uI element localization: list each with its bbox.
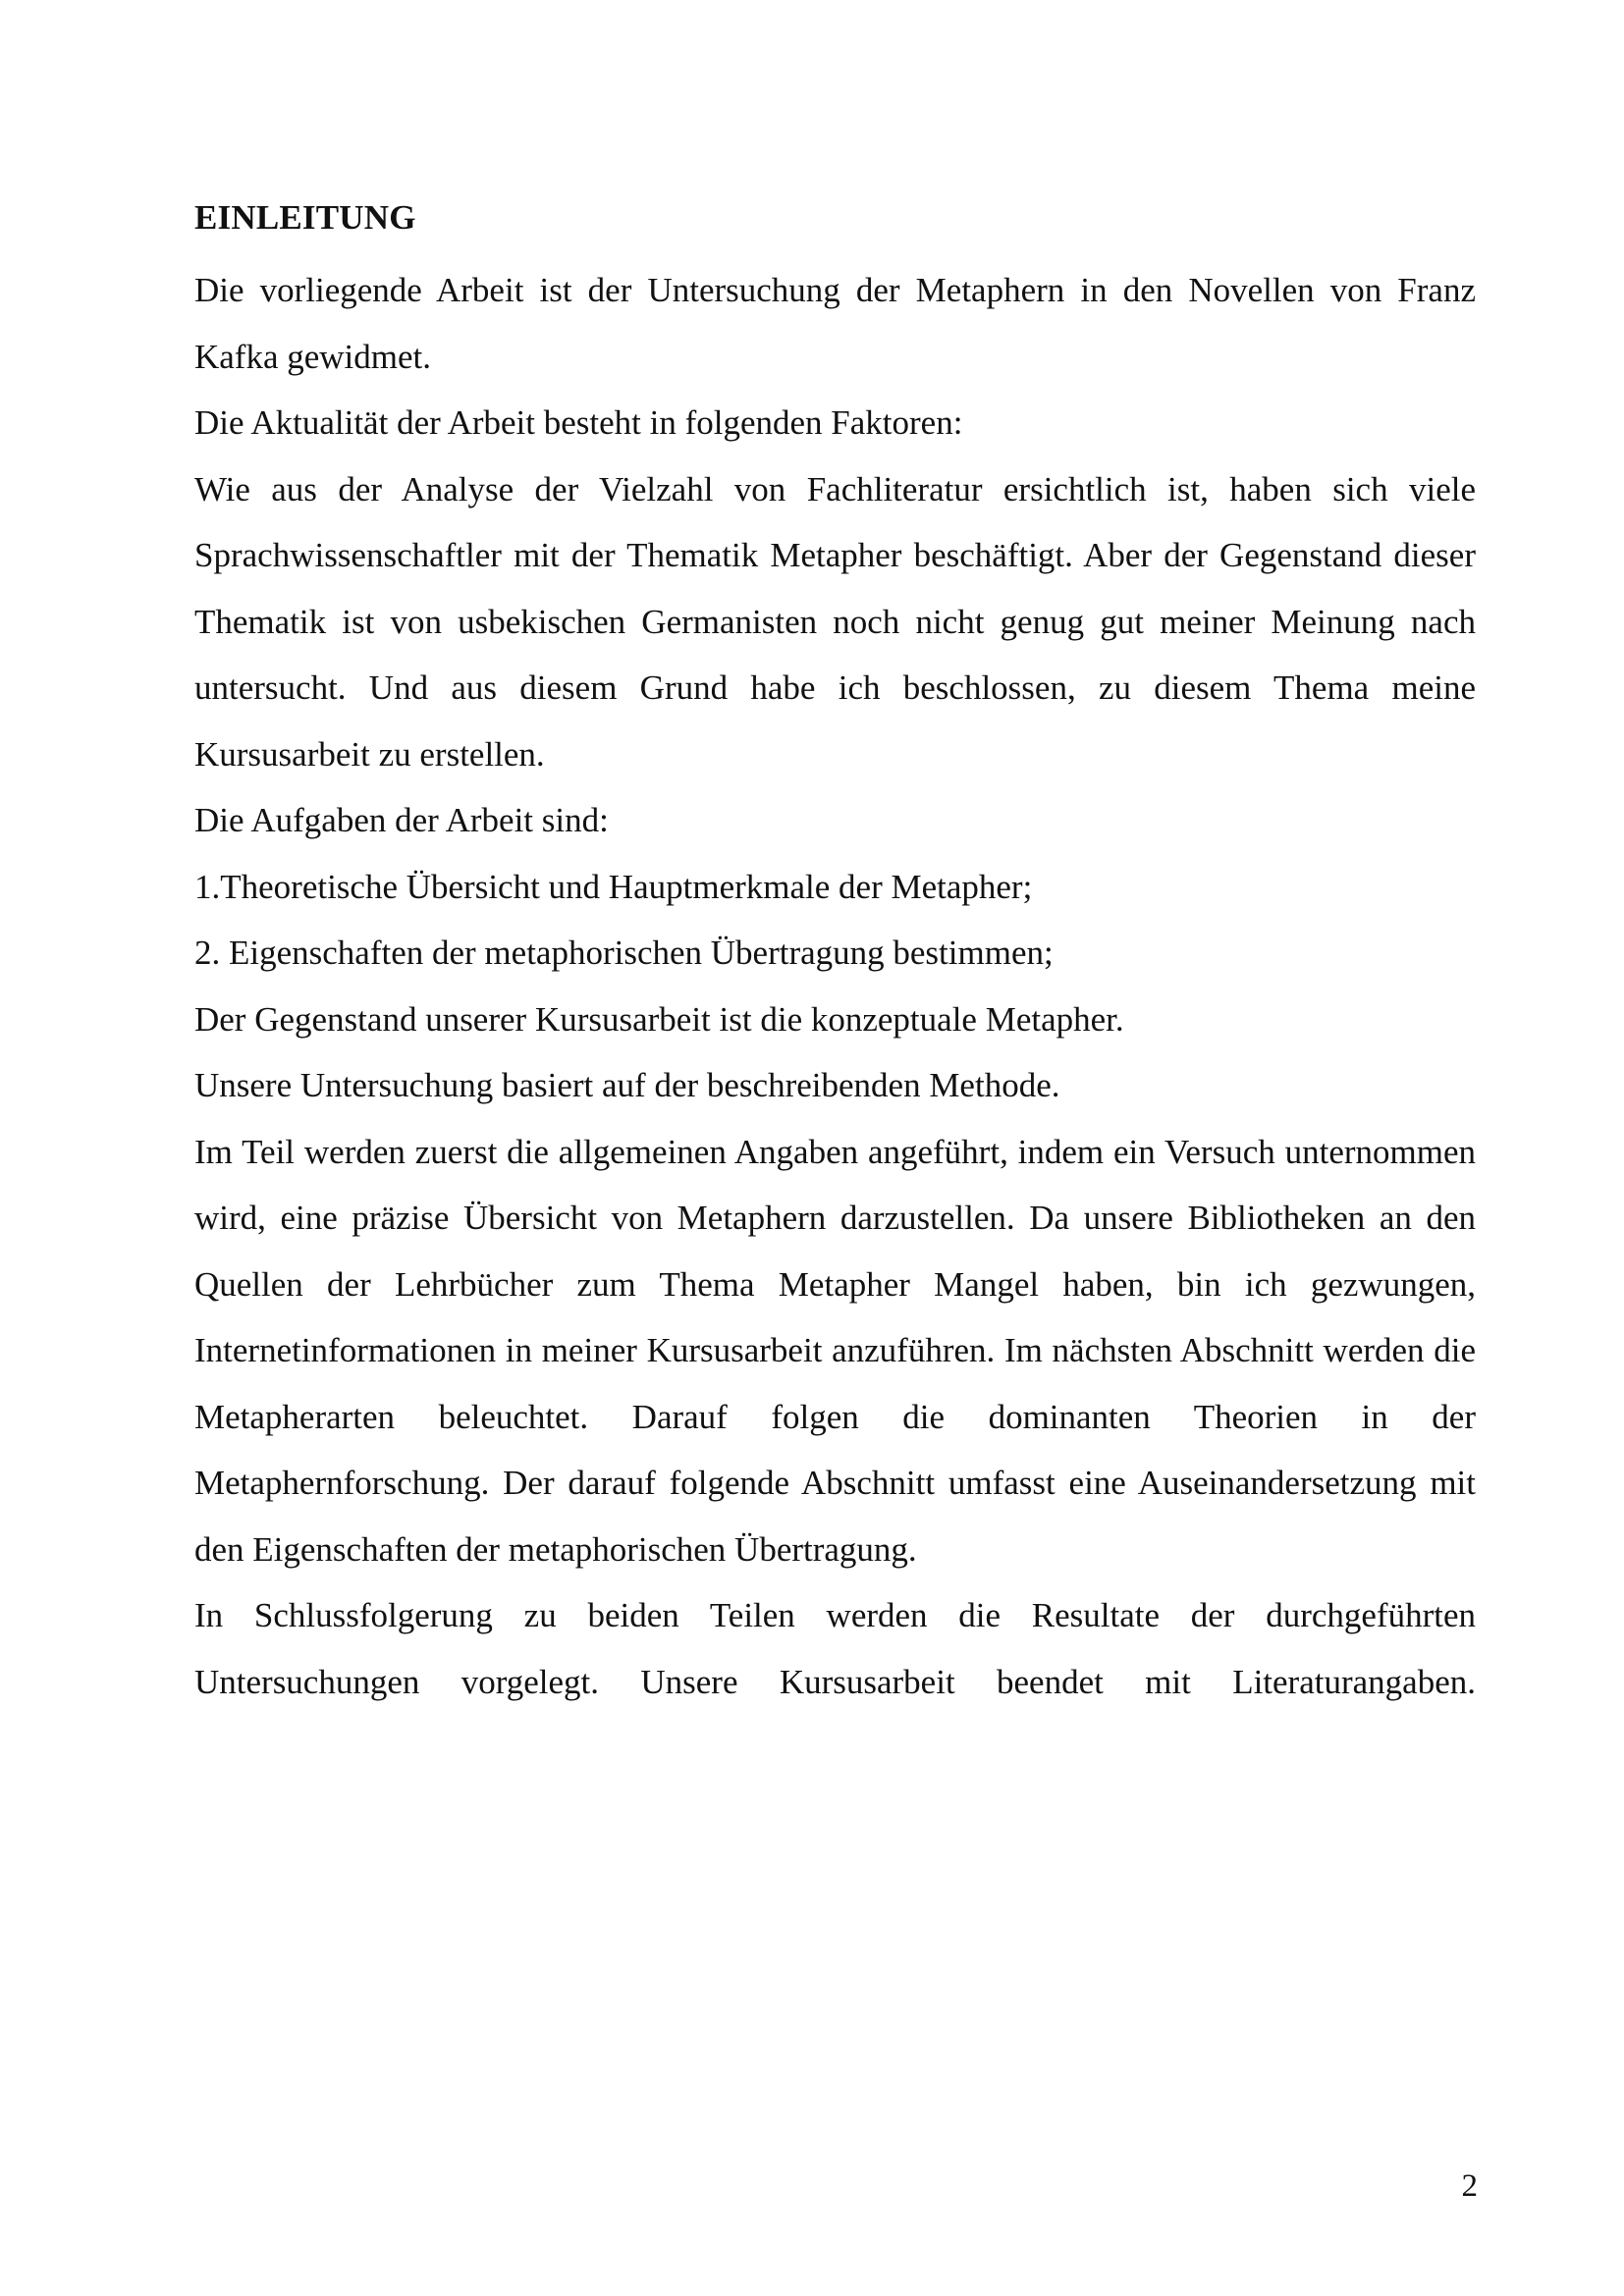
paragraph-aktualitaet: Die Aktualität der Arbeit besteht in folgenden Faktoren:: [194, 403, 963, 442]
section-heading: EINLEITUNG: [194, 198, 416, 237]
list-item-aufgabe-2: 2. Eigenschaften der metaphorischen Übertragung bestimmen;: [194, 934, 1054, 972]
paragraph-fachliteratur: Wie aus der Analyse der Vielzahl von Fachliteratur ersichtlich ist, haben sich viele Sprachwissenschaftler mit der Thematik Metapher beschäftigt. Aber der Gegenstand dieser Thematik ist von usbekischen Germanisten noch nicht genug gut meiner Meinung nach untersucht. Und aus diesem Grund habe ich beschlossen, zu diesem Thema meine Kursusarbeit zu erstellen.: [194, 469, 1476, 774]
paragraph-aufgaben: Die Aufgaben der Arbeit sind:: [194, 801, 609, 839]
list-item-aufgabe-1: 1.Theoretische Übersicht und Hauptmerkmale der Metapher;: [194, 867, 1033, 906]
paragraph-aufbau: Im Teil werden zuerst die allgemeinen Angaben angeführt, indem ein Versuch unternommen wird, eine präzise Übersicht von Metaphern darzustellen. Da unsere Bibliotheken an den Quellen der Lehrbücher zum Thema Metapher Mangel haben, bin ich gezwungen, Internetinformationen in meiner Kursusarbeit anzuführen. Im nächsten Abschnitt werden die Metapherarten beleuchtet. Darauf folgen die dominanten Theorien in der Metaphernforschung. Der darauf folgende Abschnitt umfasst eine Auseinandersetzung mit den Eigenschaften der metaphorischen Übertragung.: [194, 1132, 1476, 1569]
page-number: 2: [1461, 2168, 1478, 2204]
page-content: [194, 192, 1476, 1715]
paragraph-gegenstand: Der Gegenstand unserer Kursusarbeit ist die konzeptuale Metapher.: [194, 999, 1124, 1039]
paragraph-schluss: In Schlussfolgerung zu beiden Teilen werden die Resultate der durchgeführten Untersuchungen vorgelegt. Unsere Kursusarbeit beendet mit Literaturangaben.: [194, 1596, 1476, 1701]
paragraph-methode: Unsere Untersuchung basiert auf der beschreibenden Methode.: [194, 1066, 1060, 1104]
paragraph-intro: Die vorliegende Arbeit ist der Untersuchung der Metaphern in den Novellen von Franz Kafka gewidmet.: [194, 271, 1476, 376]
